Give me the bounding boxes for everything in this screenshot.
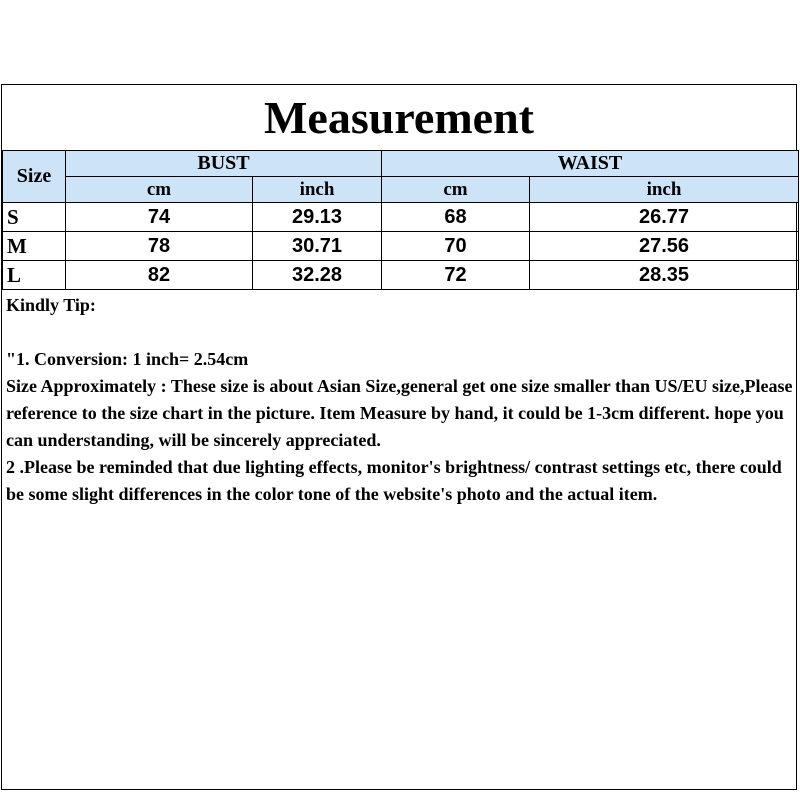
bust-inch-header: inch [253,177,382,203]
measurement-table [2,150,799,290]
bust-cm-value: 82 [66,261,253,290]
table-row [3,203,799,232]
waist-cm-value: 70 [382,232,530,261]
waist-inch-header: inch [530,177,799,203]
waist-cm-value: 68 [382,203,530,232]
size-label: S [3,203,66,232]
waist-cm-header: cm [382,177,530,203]
chart-title: Measurement [2,85,796,151]
table-row [3,232,799,261]
bust-cm-value: 78 [66,232,253,261]
bust-inch-value: 32.28 [253,261,382,290]
tip-color-notice: 2 .Please be reminded that due lighting effects, monitor's brightness/ contrast settings etc, there could be some slight differences in the color tone of the website's photo and the actual item. [6,457,782,504]
header-row-units [3,177,799,203]
header-row-groups [3,151,799,177]
waist-inch-value: 27.56 [530,232,799,261]
size-label: M [3,232,66,261]
bust-header: BUST [66,151,382,177]
bust-cm-header: cm [66,177,253,203]
waist-inch-value: 26.77 [530,203,799,232]
tips-section [6,292,794,508]
waist-cm-value: 72 [382,261,530,290]
bust-inch-value: 29.13 [253,203,382,232]
tip-conversion: "1. Conversion: 1 inch= 2.54cm [6,349,249,369]
tips-heading: Kindly Tip: [6,295,96,315]
size-header: Size [3,151,66,203]
waist-inch-value: 28.35 [530,261,799,290]
bust-inch-value: 30.71 [253,232,382,261]
bust-cm-value: 74 [66,203,253,232]
size-label: L [3,261,66,290]
table-row [3,261,799,290]
waist-header: WAIST [382,151,799,177]
size-chart [1,84,797,790]
tip-size-approx: Size Approximately : These size is about Asian Size,general get one size smaller than US/EU size,Please reference to the size chart in the picture. Item Measure by hand, it could be 1-3cm different. hope you can understanding, will be sincerely appreciated. [6,376,793,450]
